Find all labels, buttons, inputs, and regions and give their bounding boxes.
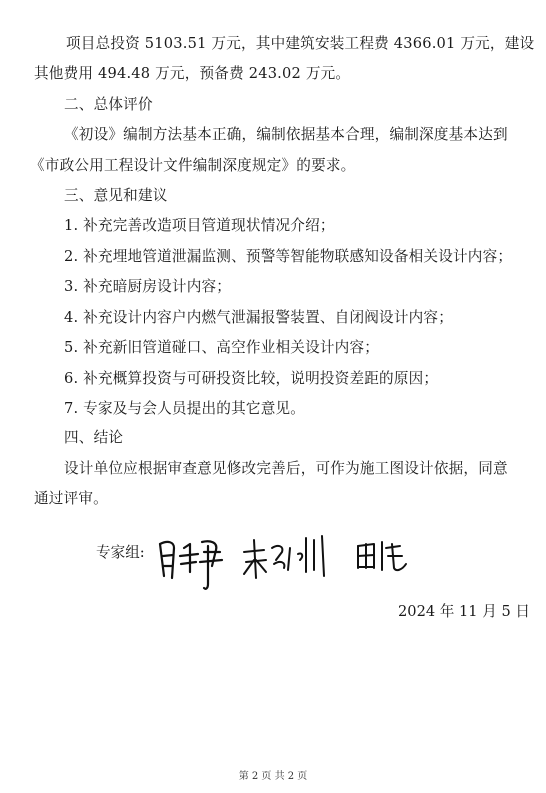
list-item-2: 2. 补充埋地管道泄漏监测、预警等智能物联感知设备相关设计内容； [64, 248, 513, 265]
list-item-3: 3. 补充暗厨房设计内容； [64, 278, 232, 295]
heading-opinions-suggestions: 三、意见和建议 [64, 187, 168, 204]
document-date: 2024 年 11 月 5 日 [398, 603, 530, 620]
paragraph-investment-line-2: 其他费用 494.48 万元，预备费 243.02 万元。 [34, 65, 351, 82]
heading-overall-evaluation: 二、总体评价 [64, 96, 153, 113]
paragraph-conclusion-line-2: 通过评审。 [34, 490, 108, 507]
list-item-7: 7. 专家及与会人员提出的其它意见。 [64, 400, 306, 417]
signature-expert-1 [150, 522, 230, 592]
signature-expert-2 [240, 530, 330, 586]
list-item-4: 4. 补充设计内容户内燃气泄漏报警装置、自闭阀设计内容； [64, 309, 454, 326]
paragraph-conclusion-line-1: 设计单位应根据审查意见修改完善后，可作为施工图设计依据，同意 [64, 460, 508, 477]
list-item-1: 1. 补充完善改造项目管道现状情况介绍； [64, 217, 335, 234]
heading-conclusion: 四、结论 [64, 429, 124, 446]
signature-expert-3 [352, 534, 412, 576]
paragraph-evaluation-line-2: 《市政公用工程设计文件编制深度规定》的要求。 [30, 157, 356, 174]
paragraph-investment-line-1: 项目总投资 5103.51 万元，其中建筑安装工程费 4366.01 万元，建设 [66, 35, 535, 52]
paragraph-evaluation-line-1: 《初设》编制方法基本正确，编制依据基本合理，编制深度基本达到 [64, 126, 508, 143]
list-item-6: 6. 补充概算投资与可研投资比较，说明投资差距的原因； [64, 370, 439, 387]
list-item-5: 5. 补充新旧管道碰口、高空作业相关设计内容； [64, 339, 380, 356]
page-footer: 第 2 页 共 2 页 [238, 771, 308, 782]
expert-group-label: 专家组: [96, 544, 145, 561]
